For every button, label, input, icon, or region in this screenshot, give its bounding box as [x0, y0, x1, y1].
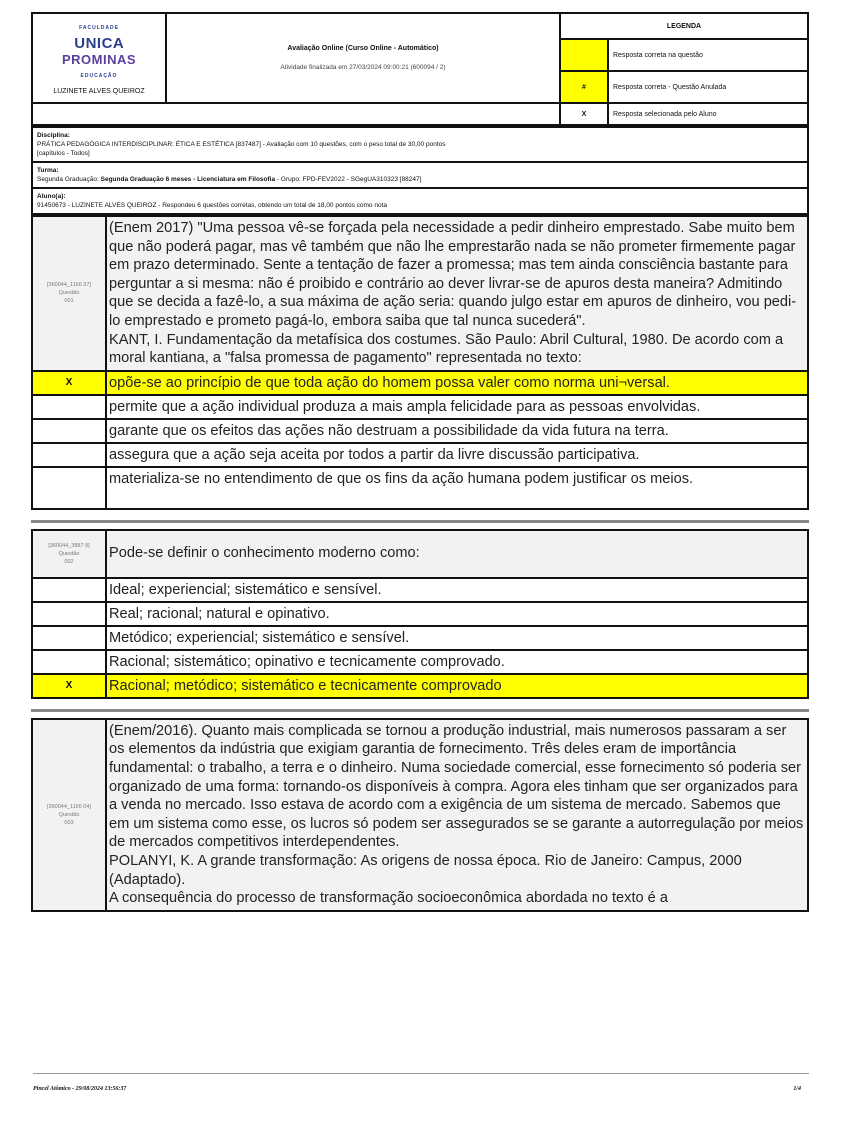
page-footer — [33, 1086, 809, 1092]
option-text: Real; racional; natural e opinativo. — [106, 602, 808, 626]
logo-cell — [32, 13, 166, 103]
option-mark — [32, 443, 106, 467]
legend-swatch-selected: X — [560, 103, 608, 125]
legend-swatch-correct — [560, 39, 608, 71]
header-table — [31, 12, 809, 126]
option-text: Metódico; experiencial; sistemático e sensível. — [106, 626, 808, 650]
option-text: Ideal; experiencial; sistemático e sensível. — [106, 578, 808, 602]
question-meta: [360044_1166 04] Questão 003 — [32, 719, 106, 911]
question-divider — [31, 709, 809, 712]
question-text: (Enem 2017) "Uma pessoa vê-se forçada pela necessidade a pedir dinheiro emprestado. Sabe muito bem que não poderá pagar, mas vê também que não lhe emprestarão nada se não prometer firmemente pagar em prazo determinado. Sente a tentação de fazer a promessa; mas tem ainda consciência bastante para perguntar a si mesma: não é proibido e contrário ao dever livrar-se de apuros desta maneira? Admitindo que se decida a fazê-lo, a sua máxima de ação seria: quando julgo estar em apuros de dinheiro, vou pedi-lo emprestado e prometo pagá-lo, embora saiba que tal nunca sucederá". KANT, I. Fundamentação da metafísica dos costumes. São Paulo: Abril Cultural, 1980. De acordo com a moral kantiana, a "falsa promessa de pagamento" representada no texto: — [106, 216, 808, 371]
info-table — [31, 126, 809, 215]
option-text: Racional; sistemático; opinativo e tecnicamente comprovado. — [106, 650, 808, 674]
question-1 — [31, 215, 809, 510]
option-mark — [32, 602, 106, 626]
question-meta: [360044_3887 8] Questão 002 — [32, 530, 106, 578]
option-mark — [32, 578, 106, 602]
option-mark — [32, 419, 106, 443]
option-mark: X — [32, 371, 106, 395]
discipline-row: Disciplina: PRÁTICA PEDAGÓGICA INTERDISCIPLINAR: ÉTICA E ESTÉTICA [837487] - Avaliação com 10 questões, com o peso total de 30,00 pontos [capítulos - Todos] — [32, 127, 808, 162]
page-number: 1/4 — [793, 1086, 801, 1092]
institution-logo: FACULDADE UNICA PROMINAS EDUCAÇÃO — [61, 25, 137, 79]
option-mark — [32, 626, 106, 650]
option-mark — [32, 395, 106, 419]
question-3 — [31, 718, 809, 912]
footer-timestamp: Pincel Atômico - 29/08/2024 13:56:37 — [33, 1086, 127, 1092]
student-row: Aluno(a): 91450673 - LUZINETE ALVES QUEIROZ - Respondeu 6 questões corretas, obtendo um total de 18,00 pontos como nota — [32, 188, 808, 214]
legend-swatch-annulled: # — [560, 71, 608, 103]
option-text: opõe-se ao princípio de que toda ação do homem possa valer como norma uni¬versal. — [106, 371, 808, 395]
option-mark — [32, 467, 106, 509]
legend-text-annulled: Resposta correta - Questão Anulada — [608, 71, 808, 103]
option-text: permite que a ação individual produza a mais ampla felicidade para as pessoas envolvidas. — [106, 395, 808, 419]
document-sheet — [31, 12, 809, 912]
finished-at: Atividade finalizada em 27/03/2024 09:00:21 (600094 / 2) — [280, 64, 446, 71]
question-meta: [360044_1166 37] Questão 001 — [32, 216, 106, 371]
page-title: Avaliação Online (Curso Online - Automático) — [287, 45, 439, 52]
question-2 — [31, 529, 809, 699]
legend-title: LEGENDA — [560, 13, 808, 39]
question-text: Pode-se definir o conhecimento moderno como: — [106, 530, 808, 578]
legend-text-correct: Resposta correta na questão — [608, 39, 808, 71]
question-divider — [31, 520, 809, 523]
student-name: LUZINETE ALVES QUEIROZ — [53, 88, 145, 95]
class-row: Turma: Segunda Graduação: Segunda Graduação 6 meses - Licenciatura em Filosofia - Grupo: FPD-FEV2022 - SGegUA310323 [88247] — [32, 162, 808, 188]
option-text: Racional; metódico; sistemático e tecnicamente comprovado — [106, 674, 808, 698]
question-text: (Enem/2016). Quanto mais complicada se tornou a produção industrial, mais numerosos passaram a ser os elementos da indústria que exigiam garantia de fornecimento. Três deles eram de importância fundamental: o trabalho, a terra e o dinheiro. Numa sociedade comercial, esse fornecimento só poderia ser organizado de uma forma: tornando-os disponíveis à compra. Agora eles tinham que ser organizados para a venda no mercado. Isso estava de acordo com a exigência de um sistema de mercado. Sabemos que em um sistema como esse, os lucros só podem ser assegurados se se garante a autorregulação por meios de mercados competitivos interdependentes. POLANYI, K. A grande transformação: As origens de nossa época. Rio de Janeiro: Campus, 2000 (Adaptado). A consequência do processo de transformação socioeconômica abordada no texto é a — [106, 719, 808, 911]
option-text: materializa-se no entendimento de que os fins da ação humana podem justificar os meios. — [106, 467, 808, 509]
option-mark: X — [32, 674, 106, 698]
option-mark — [32, 650, 106, 674]
footer-rule — [33, 1073, 809, 1074]
title-cell — [166, 13, 560, 103]
option-text: assegura que a ação seja aceita por todos a partir da livre discussão participativa. — [106, 443, 808, 467]
option-text: garante que os efeitos das ações não destruam a possibilidade da vida futura na terra. — [106, 419, 808, 443]
legend-text-selected: Resposta selecionada pelo Aluno — [608, 103, 808, 125]
